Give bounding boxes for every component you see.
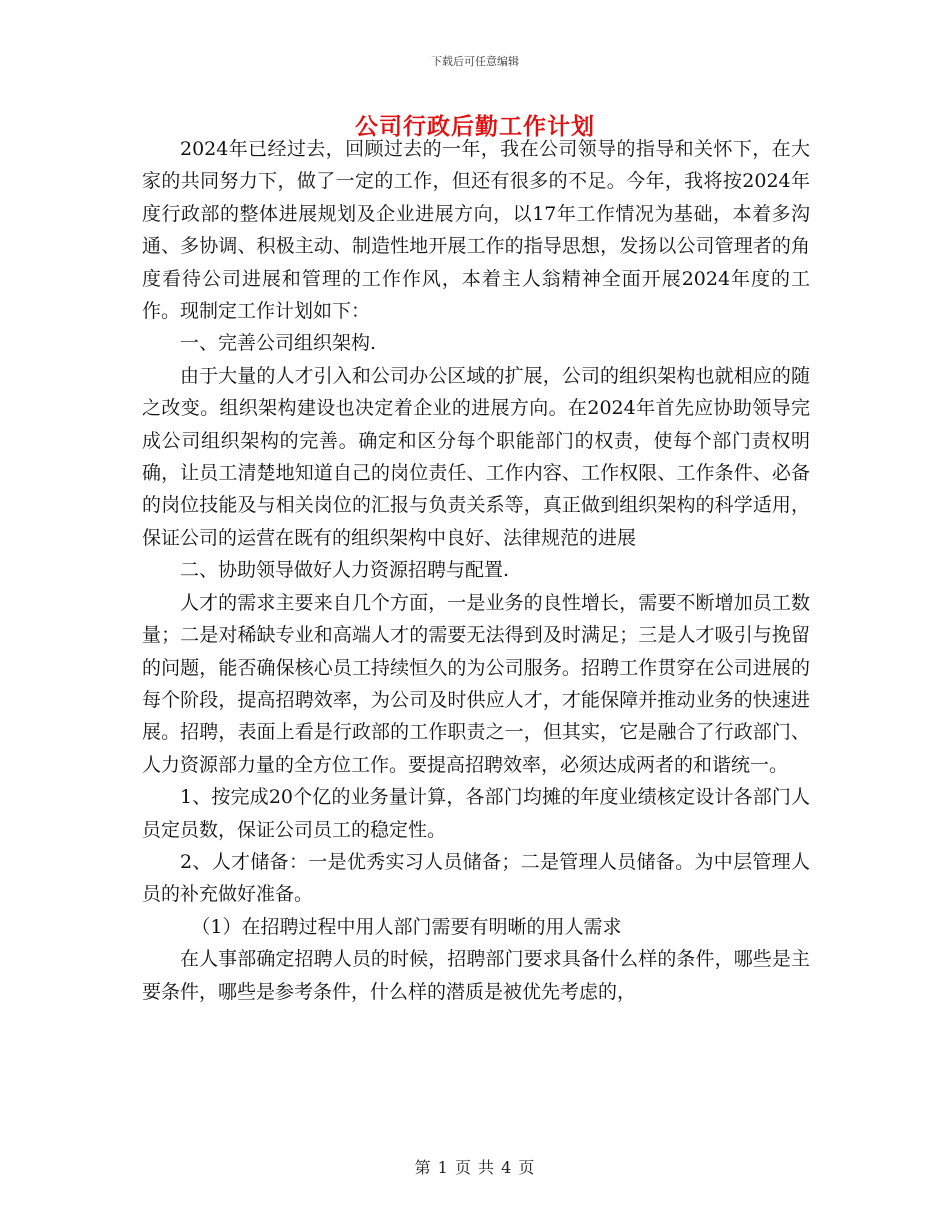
paragraph-recruitment: 人才的需求主要来自几个方面，一是业务的良性增长，需要不断增加员工数量；二是对稀缺专业和高端人才的需要无法得到及时满足；三是人才吸引与挽留的问题，能否确保核心员工持续恒久的为公司服务。招聘工作贯穿在公司进展的每个阶段，提高招聘效率，为公司及时供应人才，才能保障并推动业务的快速进展。招聘，表面上看是行政部的工作职责之一，但其实，它是融合了行政部门、人力资源部力量的全方位工作。要提高招聘效率，必须达成两者的和谐统一。 <box>142 591 810 776</box>
section-heading-1: 一、完善公司组织架构. <box>180 332 377 355</box>
paragraph-org-structure: 由于大量的人才引入和公司办公区域的扩展，公司的组织架构也就相应的随之改变。组织架构建设也决定着企业的进展方向。在2024年首先应协助领导完成公司组织架构的完善。确定和区分每个职能部门的权责，使每个部门责权明确，让员工清楚地知道自己的岗位责任、工作内容、工作权限、工作条件、必备的岗位技能及与相关岗位的汇报与负责关系等，真正做到组织架构的科学适用，保证公司的运营在既有的组织架构中良好、法律规范的进展 <box>142 364 810 549</box>
header-note: 下载后可任意编辑 <box>431 55 519 68</box>
paragraph-intro: 2024年已经过去，回顾过去的一年，我在公司领导的指导和关怀下，在大家的共同努力下，做了一定的工作，但还有很多的不足。今年，我将按2024年度行政部的整体进展规划及企业进展方向，以17年工作情况为基础，本着多沟通、多协调、积极主动、制造性地开展工作的指导思想，发扬以公司管理者的角度看待公司进展和管理的工作作风，本着主人翁精神全面开展2024年度的工作。现制定工作计划如下： <box>142 138 810 323</box>
list-item-2: 2、人才储备：一是优秀实习人员储备；二是管理人员储备。为中层管理人员的补充做好准备。 <box>142 850 810 906</box>
paragraph-hr-requirements: 在人事部确定招聘人员的时候，招聘部门要求具备什么样的条件，哪些是主要条件，哪些是参考条件，什么样的潜质是被优先考虑的， <box>142 948 810 1003</box>
sub-item-1: （1）在招聘过程中用人部门需要有明晰的用人需求 <box>191 915 622 938</box>
section-heading-2: 二、协助领导做好人力资源招聘与配置. <box>180 559 510 582</box>
list-item-1: 1、按完成20个亿的业务量计算，各部门均摊的年度业绩核定设计各部门人员定员数，保证公司员工的稳定性。 <box>142 786 810 841</box>
page-footer: 第 1 页 共 4 页 <box>414 1158 536 1177</box>
document-title: 公司行政后勤工作计划 <box>355 113 595 140</box>
document-body <box>142 133 810 1008</box>
